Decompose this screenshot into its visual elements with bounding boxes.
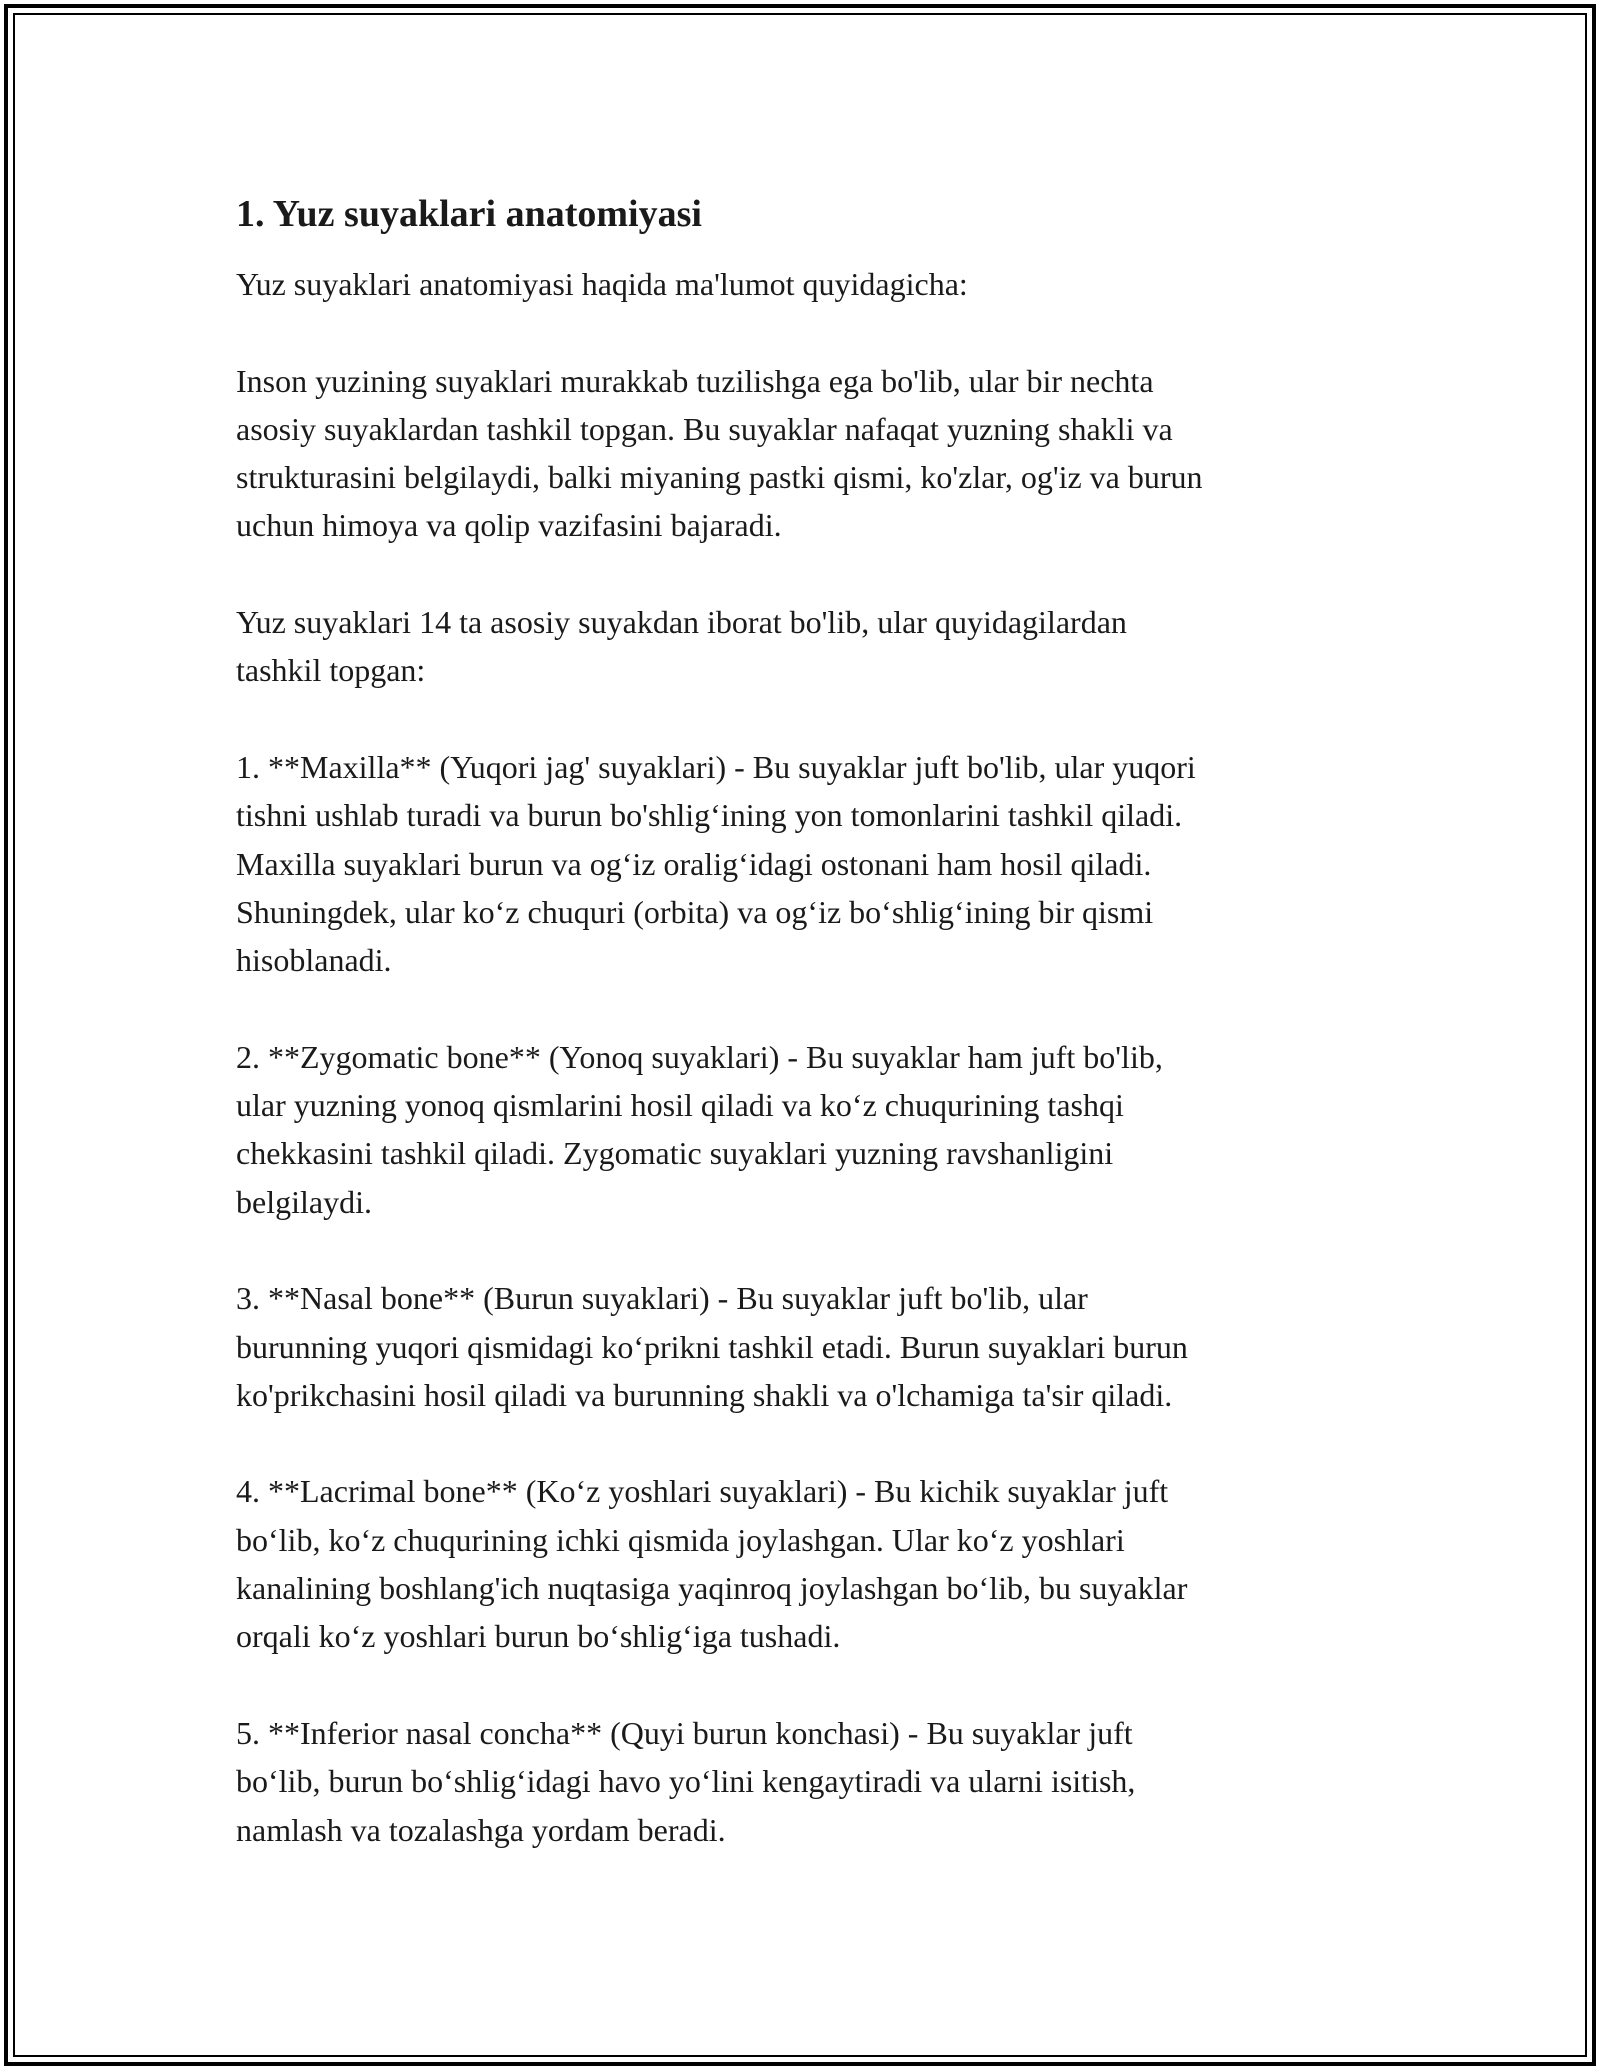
overview-paragraph: Inson yuzining suyaklari murakkab tuzilishga ega bo'lib, ular bir nechta asosiy suyaklardan tashkil topgan. Bu suyaklar nafaqat yuzning shakli va strukturasini belgilaydi, balki miyaning pastki qismi, ko'zlar, og'iz va burun uchun himoya va qolip vazifasini bajaradi. — [236, 362, 1203, 544]
list-item-nasal: 3. **Nasal bone** (Burun suyaklari) - Bu suyaklar juft bo'lib, ular burunning yuqori qismidagi ko‘prikni tashkil etadi. Burun suyaklari burun ko'prikchasini hosil qiladi va burunning shakli va o'lchamiga ta'sir qiladi. — [236, 1280, 1188, 1413]
intro-paragraph: Yuz suyaklari anatomiyasi haqida ma'lumot quyidagicha: — [236, 266, 968, 302]
list-item-inferior-nasal-concha: 5. **Inferior nasal concha** (Quyi burun konchasi) - Bu suyaklar juft bo‘lib, burun bo‘shlig‘idagi havo yo‘lini kengaytiradi va ularni isitish, namlash va tozalashga yordam beradi. — [236, 1714, 1136, 1848]
document-body — [236, 190, 1366, 1902]
bone-count-paragraph: Yuz suyaklari 14 ta asosiy suyakdan iborat bo'lib, ular quyidagilardan tashkil topgan: — [236, 604, 1127, 689]
section-heading: 1. Yuz suyaklari anatomiyasi — [236, 193, 702, 235]
list-item-zygomatic: 2. **Zygomatic bone** (Yonoq suyaklari) - Bu suyaklar ham juft bo'lib, ular yuzning yonoq qismlarini hosil qiladi va ko‘z chuqurining tashqi chekkasini tashkil qiladi. Zygomatic suyaklari yuzning ravshanligini belgilaydi. — [236, 1038, 1163, 1220]
list-item-lacrimal: 4. **Lacrimal bone** (Ko‘z yoshlari suyaklari) - Bu kichik suyaklar juft bo‘lib, ko‘z chuqurining ichki qismida joylashgan. Ular ko‘z yoshlari kanalining boshlang'ich nuqtasiga yaqinroq joylashgan bo‘lib, bu suyaklar orqali ko‘z yoshlari burun bo‘shlig‘iga tushadi. — [236, 1473, 1188, 1655]
list-item-maxilla: 1. **Maxilla** (Yuqori jag' suyaklari) - Bu suyaklar juft bo'lib, ular yuqori tishni ushlab turadi va burun bo'shlig‘ining yon tomonlarini tashkil qiladi. Maxilla suyaklari burun va og‘iz oralig‘idagi ostonani ham hosil qiladi. Shuningdek, ular ko‘z chuquri (orbita) va og‘iz bo‘shlig‘ining bir qismi hisoblanadi. — [236, 748, 1196, 979]
